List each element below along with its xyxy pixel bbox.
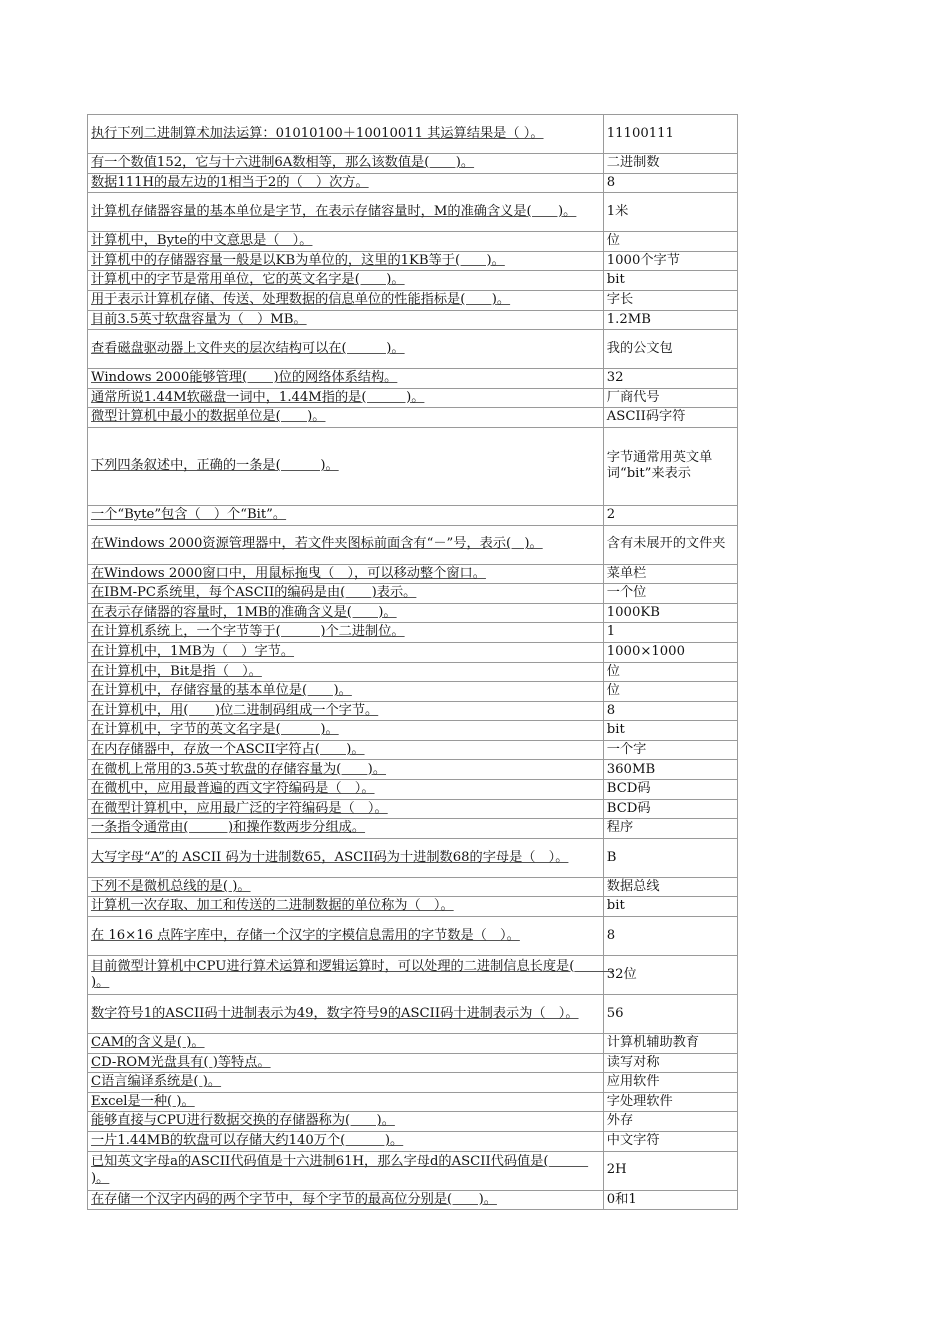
- question-text: 计算机中的存储器容量一般是以KB为单位的，这里的1KB等于( )。: [91, 252, 505, 268]
- question-text: 执行下列二进制算术加法运算：01010100＋10010011 其运算结果是（ ）。: [91, 125, 544, 141]
- question-cell: [88, 897, 604, 917]
- answer-text: 8: [606, 927, 616, 943]
- answer-cell: [603, 193, 737, 232]
- table-row: [88, 251, 738, 271]
- answer-cell: [603, 623, 737, 643]
- answer-text: 1米: [606, 203, 629, 219]
- question-cell: [88, 917, 604, 956]
- answer-text: 一个字: [606, 741, 647, 757]
- table-row: [88, 877, 738, 897]
- table-row: [88, 1151, 738, 1190]
- answer-text: 位: [606, 663, 620, 679]
- question-text: 在计算机中，存储容量的基本单位是( )。: [91, 683, 352, 699]
- table-row: [88, 819, 738, 839]
- answer-cell: [603, 917, 737, 956]
- answer-cell: [603, 115, 737, 154]
- question-text: 下列四条叙述中，正确的一条是( )。: [91, 458, 339, 474]
- question-text: 在计算机中，字节的英文名字是( )。: [91, 722, 339, 738]
- question-text: 下列不是微机总线的是( )。: [91, 878, 251, 894]
- question-text: 在计算机中，Bit是指（ ）。: [91, 663, 262, 679]
- question-text: 目前微型计算机中CPU进行算术运算和逻辑运算时，可以处理的二进制信息长度是( )。: [91, 958, 614, 991]
- question-text: 微型计算机中最小的数据单位是( )。: [91, 409, 326, 425]
- question-cell: [88, 290, 604, 310]
- question-cell: [88, 603, 604, 623]
- answer-cell: [603, 525, 737, 564]
- question-cell: [88, 721, 604, 741]
- answer-text: bit: [606, 272, 625, 288]
- table-row: [88, 956, 738, 995]
- answer-cell: [603, 956, 737, 995]
- answer-cell: [603, 780, 737, 800]
- answer-text: 8: [606, 702, 616, 718]
- question-cell: [88, 232, 604, 252]
- question-answer-table: [87, 114, 738, 1210]
- table-row: [88, 897, 738, 917]
- answer-cell: [603, 877, 737, 897]
- answer-cell: [603, 369, 737, 389]
- question-text: 大写字母“A”的 ASCII 码为十进制数65，ASCII码为十进制数68的字母是（ ）。: [91, 849, 569, 865]
- question-cell: [88, 956, 614, 995]
- table-row: [88, 525, 738, 564]
- table-row: [88, 564, 738, 584]
- answer-text: 32: [606, 370, 624, 386]
- answer-cell: [603, 1053, 737, 1073]
- question-cell: [88, 1053, 604, 1073]
- table-row: [88, 603, 738, 623]
- table-row: [88, 623, 738, 643]
- question-text: 已知英文字母a的ASCII代码值是十六进制61H，那么字母d的ASCII代码值是( )。: [91, 1154, 589, 1186]
- table-row: [88, 193, 738, 232]
- table-row: [88, 995, 738, 1034]
- question-cell: [88, 271, 604, 291]
- question-cell: [88, 193, 604, 232]
- table-row: [88, 1190, 738, 1210]
- question-text: 通常所说1.44M软磁盘一词中，1.44M指的是( )。: [91, 389, 425, 405]
- answer-text: 1000×1000: [606, 643, 685, 659]
- answer-text: 32位: [606, 966, 637, 982]
- answer-text: 字长: [606, 292, 634, 308]
- answer-text: bit: [606, 722, 625, 738]
- answer-cell: [603, 1034, 737, 1054]
- question-text: C语言编译系统是( )。: [91, 1074, 222, 1090]
- answer-text: 含有未展开的文件夹: [606, 536, 726, 552]
- question-cell: [88, 623, 604, 643]
- answer-text: B: [606, 849, 617, 865]
- question-cell: [88, 154, 604, 174]
- table-row: [88, 838, 738, 877]
- table-row: [88, 388, 738, 408]
- question-text: 在计算机系统上，一个字节等于( )个二进制位。: [91, 624, 405, 640]
- answer-cell: [603, 642, 737, 662]
- answer-cell: [603, 584, 737, 604]
- table-row: [88, 740, 738, 760]
- question-text: 查看磁盘驱动器上文件夹的层次结构可以在( )。: [91, 340, 405, 356]
- answer-cell: [603, 682, 737, 702]
- question-text: CD-ROM光盘具有( )等特点。: [91, 1054, 271, 1070]
- question-text: 在计算机中，用( )位二进制码组成一个字节。: [91, 702, 379, 718]
- table-row: [88, 1092, 738, 1112]
- table-row: [88, 799, 738, 819]
- question-text: 在内存储器中，存放一个ASCII字符占( )。: [91, 741, 365, 757]
- answer-cell: [603, 799, 737, 819]
- table-row: [88, 721, 738, 741]
- answer-cell: [603, 408, 737, 428]
- question-cell: [88, 682, 604, 702]
- question-text: 在Windows 2000窗口中，用鼠标拖曳（ ），可以移动整个窗口。: [91, 565, 486, 581]
- table-row: [88, 662, 738, 682]
- answer-text: 2: [606, 506, 616, 522]
- question-cell: [88, 310, 604, 330]
- answer-cell: [603, 760, 737, 780]
- question-cell: [88, 877, 604, 897]
- answer-text: 2H: [606, 1162, 627, 1178]
- question-text: CAM的含义是( )。: [91, 1035, 205, 1051]
- answer-text: 位: [606, 683, 620, 699]
- table-row: [88, 310, 738, 330]
- question-cell: [88, 662, 604, 682]
- answer-cell: [603, 1190, 737, 1210]
- question-cell: [88, 1092, 604, 1112]
- question-cell: [88, 525, 604, 564]
- question-text: 在计算机中，1MB为（ ）字节。: [91, 643, 295, 659]
- table-row: [88, 917, 738, 956]
- answer-text: 程序: [606, 820, 634, 836]
- answer-cell: [603, 251, 737, 271]
- answer-text: bit: [606, 898, 625, 914]
- question-text: 目前3.5英寸软盘容量为（ ）MB。: [91, 311, 307, 327]
- answer-cell: [603, 388, 737, 408]
- answer-text: 11100111: [606, 125, 674, 141]
- answer-text: 1.2MB: [606, 311, 651, 327]
- question-text: 计算机中，Byte的中文意思是（ ）。: [91, 233, 313, 249]
- table-row: [88, 290, 738, 310]
- answer-text: 56: [606, 1005, 624, 1021]
- table-row: [88, 701, 738, 721]
- question-cell: [88, 1132, 604, 1152]
- table-row: [88, 1132, 738, 1152]
- answer-cell: [603, 330, 737, 369]
- question-text: Windows 2000能够管理( )位的网络体系结构。: [91, 370, 398, 386]
- question-cell: [88, 701, 604, 721]
- table-row: [88, 408, 738, 428]
- answer-cell: [603, 721, 737, 741]
- answer-cell: [603, 290, 737, 310]
- question-cell: [88, 408, 604, 428]
- question-text: 一个“Byte”包含（ ）个“Bit”。: [91, 506, 287, 522]
- answer-text: 1: [606, 624, 616, 640]
- table-row: [88, 682, 738, 702]
- table-row: [88, 115, 738, 154]
- question-cell: [88, 369, 604, 389]
- table-body: [88, 115, 738, 1210]
- answer-text: BCD码: [606, 781, 651, 797]
- question-text: 计算机中的字节是常用单位，它的英文名字是( )。: [91, 272, 405, 288]
- question-text: 在IBM-PC系统里，每个ASCII的编码是由( )表示。: [91, 585, 417, 601]
- question-cell: [88, 1112, 604, 1132]
- answer-cell: [603, 173, 737, 193]
- table-row: [88, 505, 738, 525]
- answer-text: 8: [606, 174, 616, 190]
- answer-text: 厂商代号: [606, 389, 660, 405]
- question-cell: [88, 505, 604, 525]
- answer-text: 中文字符: [606, 1133, 660, 1149]
- question-text: 在微机中，应用最普遍的西文字符编码是（ ）。: [91, 781, 375, 797]
- question-cell: [88, 564, 604, 584]
- answer-cell: [603, 310, 737, 330]
- answer-cell: [603, 819, 737, 839]
- question-cell: [88, 115, 604, 154]
- answer-text: 读写对称: [606, 1054, 660, 1070]
- answer-text: 1000KB: [606, 604, 660, 620]
- table-row: [88, 760, 738, 780]
- answer-text: 二进制数: [606, 155, 660, 171]
- question-cell: [88, 251, 604, 271]
- answer-cell: [603, 662, 737, 682]
- answer-text: 1000个字节: [606, 252, 680, 268]
- table-row: [88, 642, 738, 662]
- table-row: [88, 584, 738, 604]
- question-text: 在微型计算机中，应用最广泛的字符编码是（ ）。: [91, 800, 388, 816]
- answer-text: 我的公文包: [606, 340, 673, 356]
- question-text: 数字符号1的ASCII码十进制表示为49，数字符号9的ASCII码十进制表示为（ ）。: [91, 1005, 579, 1021]
- answer-cell: [603, 740, 737, 760]
- answer-text: BCD码: [606, 800, 651, 816]
- question-text: 用于表示计算机存储、传送、处理数据的信息单位的性能指标是( )。: [91, 292, 511, 308]
- answer-cell: [603, 271, 737, 291]
- answer-cell: [603, 603, 737, 623]
- question-text: 在Windows 2000资源管理器中，若文件夹图标前面含有“－”号，表示( )。: [91, 536, 543, 552]
- question-text: 计算机存储器容量的基本单位是字节，在表示存储容量时，M的准确含义是( )。: [91, 203, 577, 219]
- question-text: 有一个数值152，它与十六进制6A数相等，那么该数值是( )。: [91, 155, 475, 171]
- question-text: 数据111H的最左边的1相当于2的（ ）次方。: [91, 174, 369, 190]
- answer-text: 360MB: [606, 761, 656, 777]
- question-text: 在表示存储器的容量时，1MB的准确含义是( )。: [91, 604, 397, 620]
- question-cell: [88, 760, 604, 780]
- table-row: [88, 232, 738, 252]
- table-row: [88, 154, 738, 174]
- answer-text: 字处理软件: [606, 1093, 673, 1109]
- answer-text: 计算机辅助教育: [606, 1035, 700, 1051]
- question-cell: [88, 1073, 604, 1093]
- question-cell: [88, 388, 604, 408]
- answer-cell: [603, 154, 737, 174]
- question-cell: [88, 838, 604, 877]
- question-cell: [88, 1034, 604, 1054]
- answer-text: ASCII码字符: [606, 409, 686, 425]
- question-cell: [88, 173, 604, 193]
- answer-cell: [603, 427, 737, 505]
- answer-text: 字节通常用英文单词“bit”来表示: [606, 449, 713, 482]
- question-cell: [88, 584, 604, 604]
- table-row: [88, 1073, 738, 1093]
- table-row: [88, 173, 738, 193]
- answer-cell: [603, 1112, 737, 1132]
- table-row: [88, 1034, 738, 1054]
- question-cell: [88, 740, 604, 760]
- answer-text: 位: [606, 233, 620, 249]
- answer-cell: [603, 897, 737, 917]
- answer-cell: [603, 838, 737, 877]
- answer-text: 0和1: [606, 1191, 637, 1207]
- answer-cell: [603, 1132, 737, 1152]
- question-cell: [88, 799, 604, 819]
- table-row: [88, 780, 738, 800]
- question-text: 一条指令通常由( )和操作数两步分组成。: [91, 820, 366, 836]
- question-cell: [88, 995, 604, 1034]
- table-row: [88, 1112, 738, 1132]
- answer-cell: [603, 1092, 737, 1112]
- answer-cell: [603, 1073, 737, 1093]
- answer-text: 菜单栏: [606, 565, 647, 581]
- question-text: 能够直接与CPU进行数据交换的存储器称为( )。: [91, 1113, 395, 1129]
- answer-text: 应用软件: [606, 1074, 660, 1090]
- question-cell: [88, 1151, 604, 1190]
- question-cell: [88, 427, 604, 505]
- table-row: [88, 271, 738, 291]
- answer-cell: [603, 232, 737, 252]
- question-cell: [88, 330, 604, 369]
- question-text: 计算机一次存取、加工和传送的二进制数据的单位称为（ ）。: [91, 898, 454, 914]
- question-cell: [88, 642, 604, 662]
- answer-cell: [603, 701, 737, 721]
- answer-cell: [603, 564, 737, 584]
- table-row: [88, 427, 738, 505]
- answer-text: 数据总线: [606, 878, 660, 894]
- question-text: 在 16×16 点阵字库中，存储一个汉字的字模信息需用的字节数是（ ）。: [91, 927, 520, 943]
- answer-cell: [603, 1151, 737, 1190]
- question-text: Excel是一种( )。: [91, 1093, 195, 1109]
- answer-cell: [603, 995, 737, 1034]
- question-cell: [88, 780, 604, 800]
- question-cell: [88, 1190, 604, 1210]
- question-text: 在微机上常用的3.5英寸软盘的存储容量为( )。: [91, 761, 387, 777]
- answer-text: 一个位: [606, 585, 647, 601]
- table-row: [88, 369, 738, 389]
- table-row: [88, 1053, 738, 1073]
- answer-cell: [603, 505, 737, 525]
- question-cell: [88, 819, 604, 839]
- table-row: [88, 330, 738, 369]
- answer-text: 外存: [606, 1113, 634, 1129]
- question-text: 在存储一个汉字内码的两个字节中，每个字节的最高位分别是( )。: [91, 1191, 497, 1207]
- question-text: 一片1.44MB的软盘可以存储大约140万个( )。: [91, 1133, 404, 1149]
